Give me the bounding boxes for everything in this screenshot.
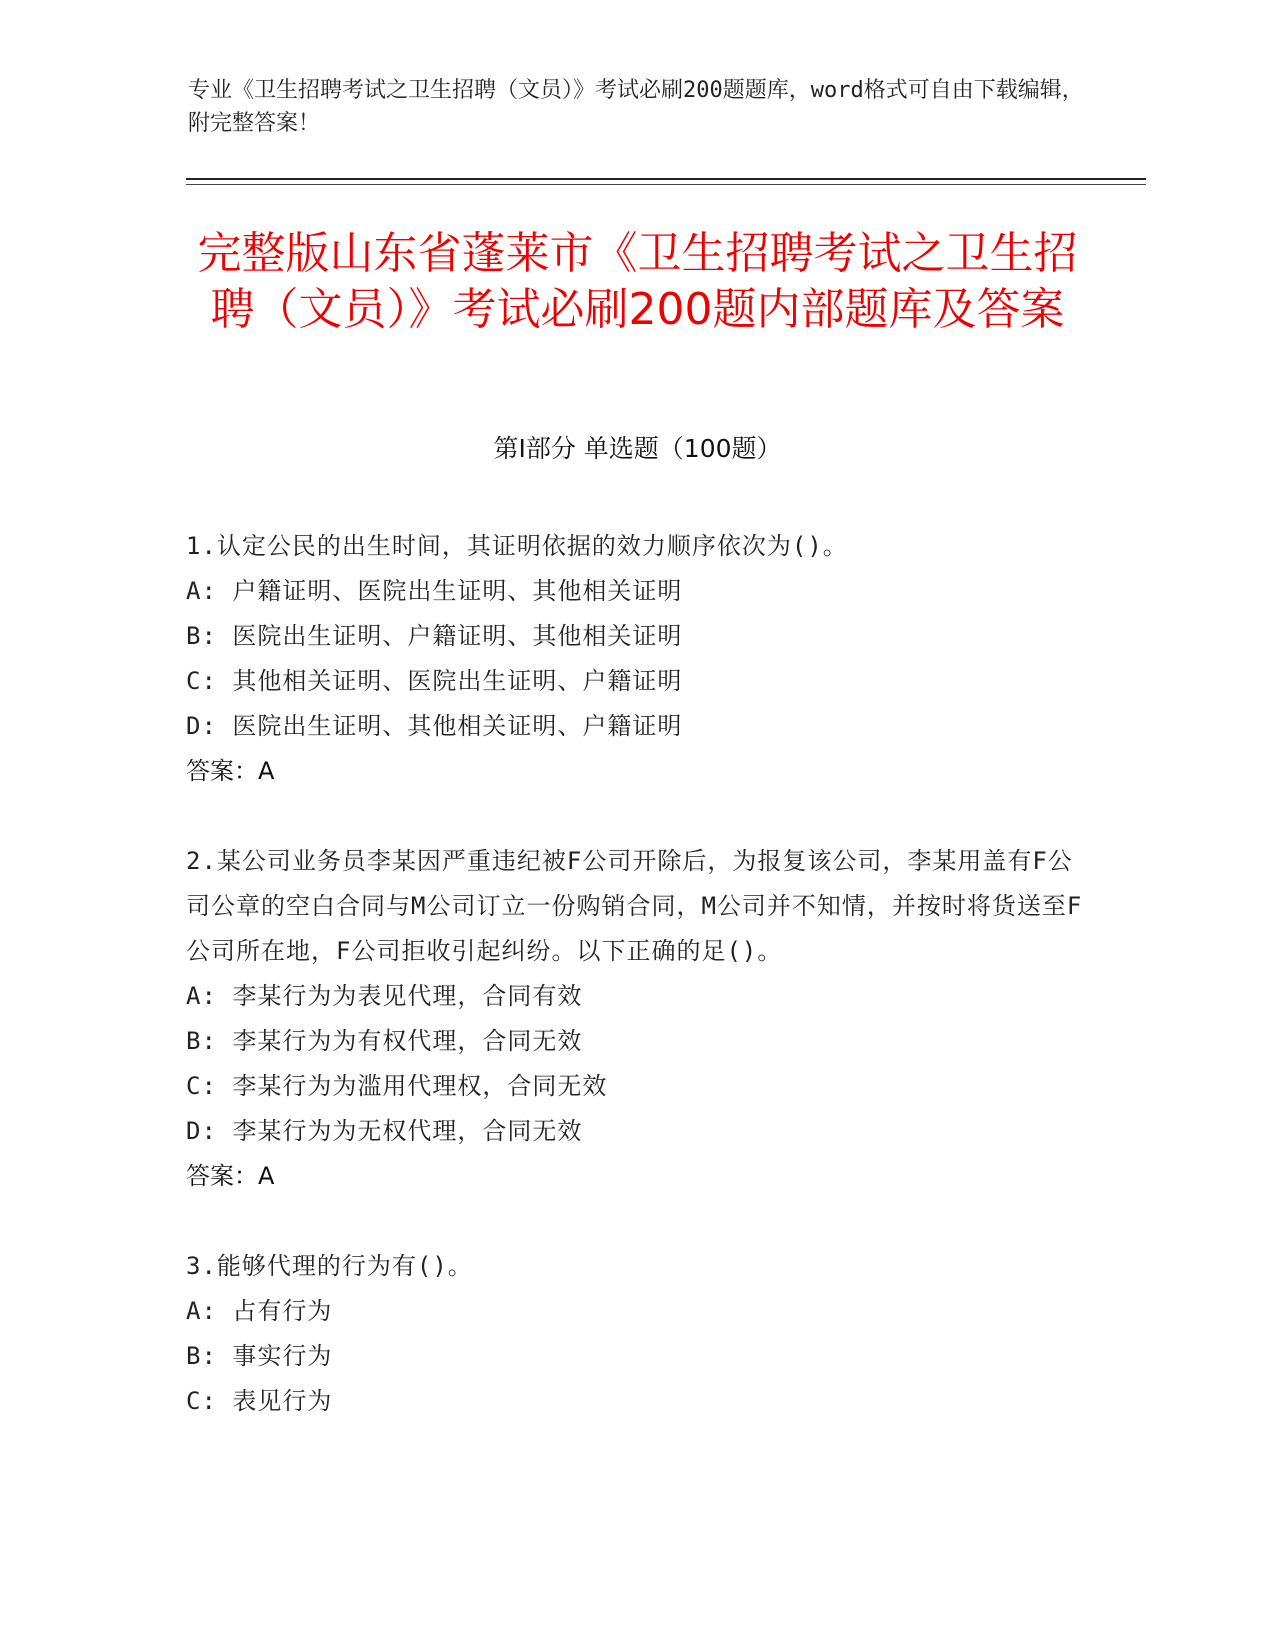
header-divider-thin bbox=[186, 184, 1146, 185]
option-a: A: 户籍证明、医院出生证明、其他相关证明 bbox=[186, 577, 683, 605]
option-c: C: 表见行为 bbox=[186, 1387, 333, 1415]
answer: 答案：A bbox=[186, 1162, 275, 1190]
option-b: B: 事实行为 bbox=[186, 1342, 333, 1370]
question-3 bbox=[186, 1244, 1086, 1424]
option-d: D: 李某行为为无权代理，合同无效 bbox=[186, 1117, 583, 1145]
question-stem: 3.能够代理的行为有()。 bbox=[186, 1252, 473, 1280]
question-stem: 2.某公司业务员李某因严重违纪被F公司开除后，为报复该公司，李某用盖有F公司公章的空白合同与M公司订立一份购销合同，M公司并不知情，并按时将货送至F公司所在地，F公司拒收引起纠纷。以下正确的足()。 bbox=[186, 847, 1083, 965]
option-c: C: 李某行为为滥用代理权，合同无效 bbox=[186, 1072, 608, 1100]
question-1 bbox=[186, 524, 1086, 794]
option-c: C: 其他相关证明、医院出生证明、户籍证明 bbox=[186, 667, 683, 695]
header-note: 专业《卫生招聘考试之卫生招聘（文员）》考试必刷200题题库，word格式可自由下载编辑，附完整答案！ bbox=[188, 78, 1084, 136]
section-title: 第Ⅰ部分 单选题（100题） bbox=[493, 434, 782, 463]
option-a: A: 李某行为为表见代理，合同有效 bbox=[186, 982, 583, 1010]
document-title: 完整版山东省蓬莱市《卫生招聘考试之卫生招聘（文员）》考试必刷200题内部题库及答案 bbox=[197, 228, 1078, 335]
option-b: B: 医院出生证明、户籍证明、其他相关证明 bbox=[186, 622, 683, 650]
answer: 答案：A bbox=[186, 757, 275, 785]
question-stem: 1.认定公民的出生时间，其证明依据的效力顺序依次为()。 bbox=[186, 532, 848, 560]
option-d: D: 医院出生证明、其他相关证明、户籍证明 bbox=[186, 712, 683, 740]
option-b: B: 李某行为为有权代理，合同无效 bbox=[186, 1027, 583, 1055]
question-list bbox=[186, 524, 1086, 1469]
question-2 bbox=[186, 839, 1086, 1199]
header-divider-thick bbox=[186, 178, 1146, 180]
option-a: A: 占有行为 bbox=[186, 1297, 333, 1325]
